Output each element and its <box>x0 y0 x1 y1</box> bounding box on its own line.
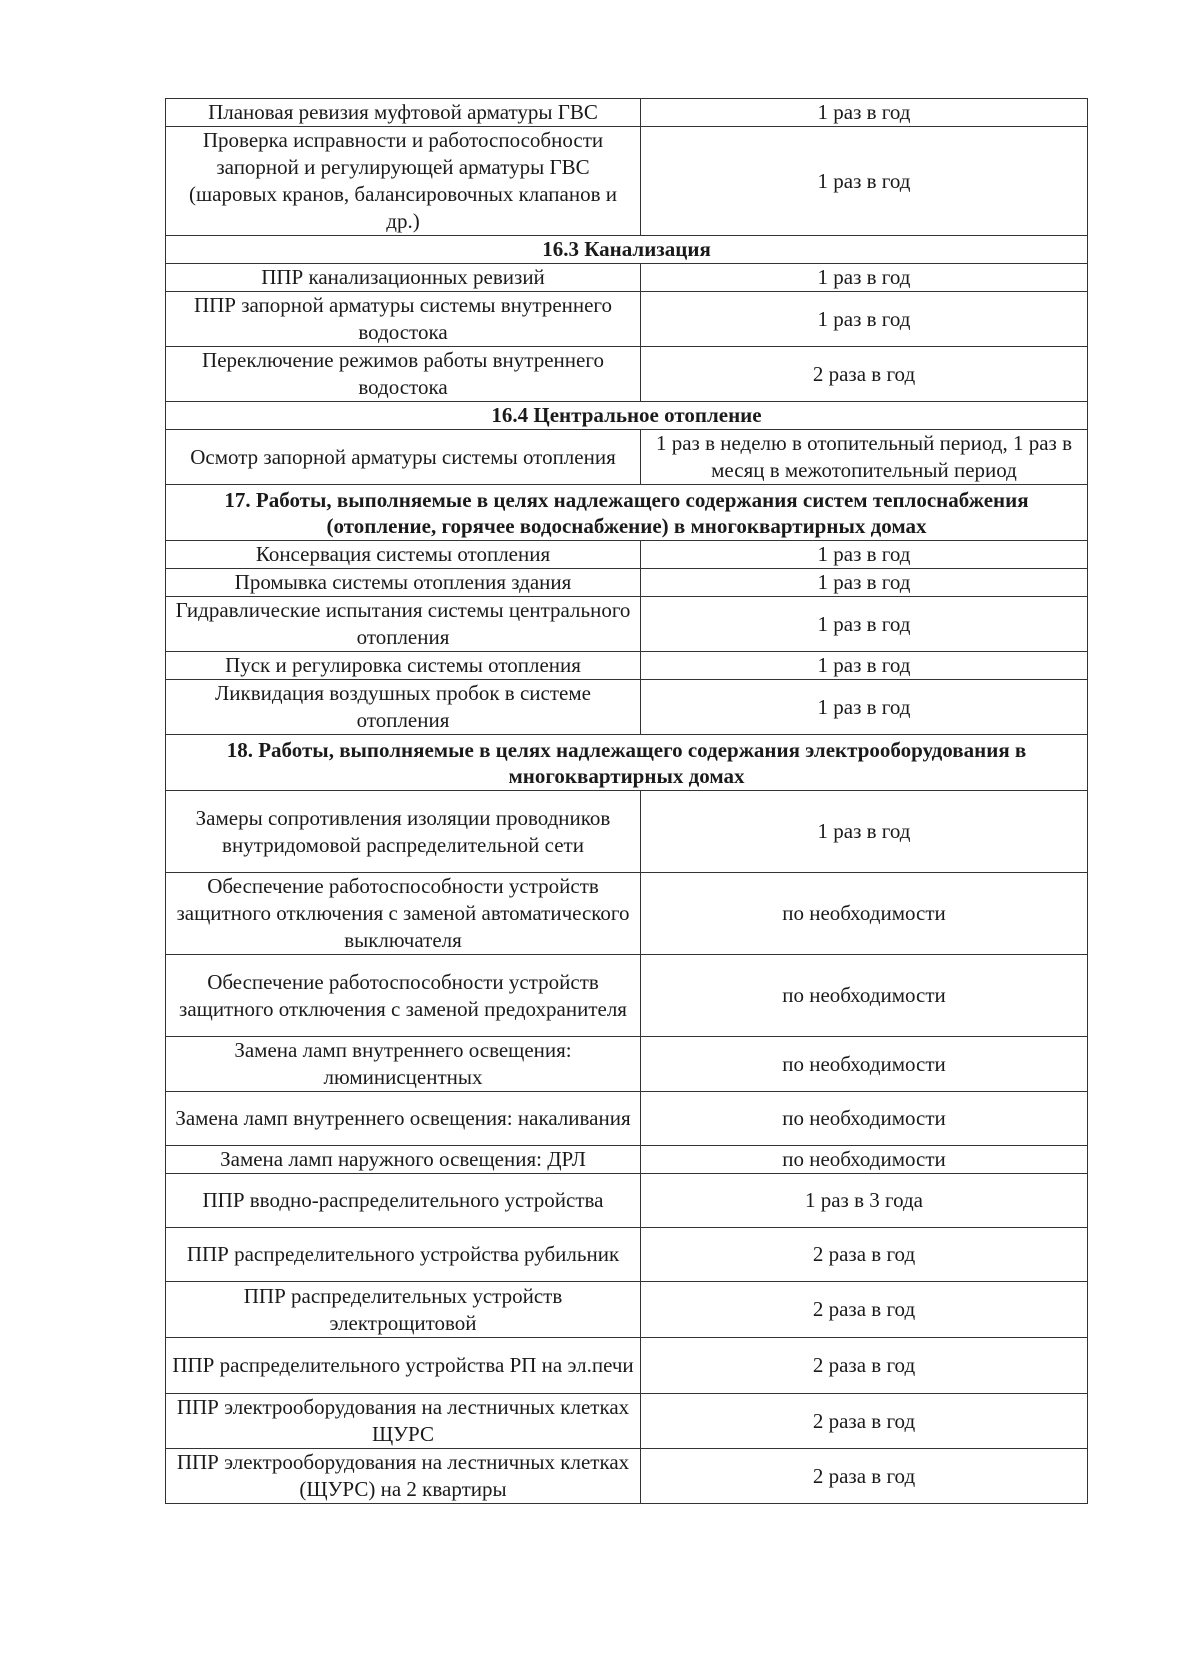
frequency-cell: 2 раза в год <box>641 1394 1088 1449</box>
table-row <box>166 541 1088 569</box>
frequency-cell: 1 раз в год <box>641 652 1088 680</box>
table-row <box>166 955 1088 1037</box>
section-header-row <box>166 485 1088 541</box>
work-cell: ППР электрооборудования на лестничных клетках ЩУРС <box>166 1394 641 1449</box>
work-cell: Замеры сопротивления изоляции проводников внутридомовой распределительной сети <box>166 791 641 873</box>
work-cell: ППР распределительного устройства рубильник <box>166 1228 641 1282</box>
table-row <box>166 264 1088 292</box>
frequency-cell: 2 раза в год <box>641 347 1088 402</box>
table-row <box>166 873 1088 955</box>
section-title: 16.3 Канализация <box>166 236 1088 264</box>
frequency-cell: по необходимости <box>641 1037 1088 1092</box>
work-cell: Замена ламп внутреннего освещения: люминисцентных <box>166 1037 641 1092</box>
frequency-cell: 2 раза в год <box>641 1338 1088 1394</box>
table-row <box>166 292 1088 347</box>
work-cell: Обеспечение работоспособности устройств защитного отключения с заменой автоматического выключателя <box>166 873 641 955</box>
frequency-cell: 2 раза в год <box>641 1228 1088 1282</box>
frequency-cell: 1 раз в год <box>641 292 1088 347</box>
frequency-cell: 1 раз в год <box>641 680 1088 735</box>
frequency-cell: 2 раза в год <box>641 1449 1088 1504</box>
frequency-cell: 1 раз в год <box>641 264 1088 292</box>
work-cell: Проверка исправности и работоспособности запорной и регулирующей арматуры ГВС (шаровых кранов, балансировочных клапанов и др.) <box>166 127 641 236</box>
work-cell: ППР вводно-распределительного устройства <box>166 1174 641 1228</box>
frequency-cell: 2 раза в год <box>641 1282 1088 1338</box>
frequency-cell: по необходимости <box>641 1146 1088 1174</box>
table-row <box>166 652 1088 680</box>
table-row <box>166 597 1088 652</box>
frequency-cell: 1 раз в год <box>641 597 1088 652</box>
work-cell: Замена ламп внутреннего освещения: накаливания <box>166 1092 641 1146</box>
table-row <box>166 127 1088 236</box>
table-row <box>166 1228 1088 1282</box>
work-cell: Консервация системы отопления <box>166 541 641 569</box>
table-row <box>166 99 1088 127</box>
work-cell: ППР распределительных устройств электрощитовой <box>166 1282 641 1338</box>
work-cell: ППР электрооборудования на лестничных клетках (ЩУРС) на 2 квартиры <box>166 1449 641 1504</box>
table-row <box>166 1037 1088 1092</box>
frequency-cell: по необходимости <box>641 955 1088 1037</box>
table-row <box>166 347 1088 402</box>
work-cell: Обеспечение работоспособности устройств защитного отключения с заменой предохранителя <box>166 955 641 1037</box>
work-cell: Осмотр запорной арматуры системы отопления <box>166 430 641 485</box>
table-row <box>166 1394 1088 1449</box>
table-row <box>166 1449 1088 1504</box>
section-header-row <box>166 402 1088 430</box>
frequency-cell: 1 раз в неделю в отопительный период, 1 раз в месяц в межотопительный период <box>641 430 1088 485</box>
maintenance-schedule-table <box>165 98 1088 1504</box>
work-cell: Пуск и регулировка системы отопления <box>166 652 641 680</box>
table-row <box>166 569 1088 597</box>
frequency-cell: 1 раз в год <box>641 541 1088 569</box>
work-cell: Плановая ревизия муфтовой арматуры ГВС <box>166 99 641 127</box>
section-header-row <box>166 236 1088 264</box>
work-cell: ППР канализационных ревизий <box>166 264 641 292</box>
work-cell: Переключение режимов работы внутреннего водостока <box>166 347 641 402</box>
work-cell: Замена ламп наружного освещения: ДРЛ <box>166 1146 641 1174</box>
frequency-cell: 1 раз в год <box>641 99 1088 127</box>
table-row <box>166 1282 1088 1338</box>
table-row <box>166 1092 1088 1146</box>
work-cell: Гидравлические испытания системы центрального отопления <box>166 597 641 652</box>
section-title: 17. Работы, выполняемые в целях надлежащего содержания систем теплоснабжения (отопление, горячее водоснабжение) в многоквартирных домах <box>166 485 1088 541</box>
table-row <box>166 1146 1088 1174</box>
work-cell: Промывка системы отопления здания <box>166 569 641 597</box>
table-row <box>166 1174 1088 1228</box>
work-cell: ППР распределительного устройства РП на эл.печи <box>166 1338 641 1394</box>
work-cell: ППР запорной арматуры системы внутреннего водостока <box>166 292 641 347</box>
frequency-cell: 1 раз в год <box>641 127 1088 236</box>
frequency-cell: по необходимости <box>641 1092 1088 1146</box>
table-row <box>166 1338 1088 1394</box>
section-header-row <box>166 735 1088 791</box>
frequency-cell: по необходимости <box>641 873 1088 955</box>
frequency-cell: 1 раз в год <box>641 791 1088 873</box>
work-cell: Ликвидация воздушных пробок в системе отопления <box>166 680 641 735</box>
table-row <box>166 680 1088 735</box>
table-row <box>166 791 1088 873</box>
table-body <box>166 99 1088 1504</box>
section-title: 18. Работы, выполняемые в целях надлежащего содержания электрооборудования в многоквартирных домах <box>166 735 1088 791</box>
frequency-cell: 1 раз в год <box>641 569 1088 597</box>
frequency-cell: 1 раз в 3 года <box>641 1174 1088 1228</box>
section-title: 16.4 Центральное отопление <box>166 402 1088 430</box>
table-row <box>166 430 1088 485</box>
